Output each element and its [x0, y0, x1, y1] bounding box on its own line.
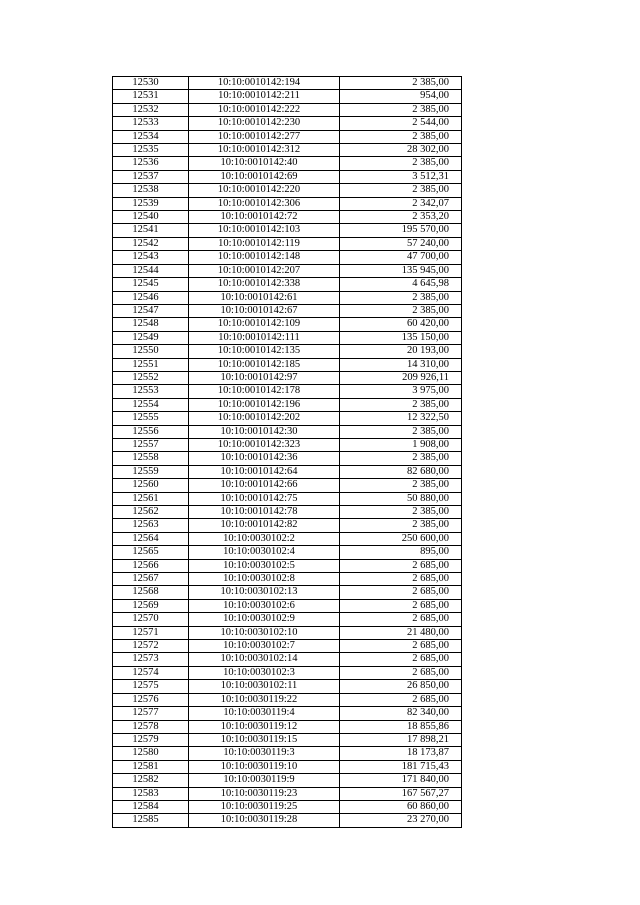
row-number-cell: 12562: [113, 506, 189, 519]
value-cell: 82 680,00: [340, 465, 462, 478]
cadastral-number-cell: 10:10:0030119:22: [189, 693, 340, 706]
table-row: [113, 573, 462, 586]
row-number-cell: 12533: [113, 117, 189, 130]
value-cell: 135 945,00: [340, 264, 462, 277]
value-cell: 2 385,00: [340, 130, 462, 143]
cadastral-number-cell: 10:10:0010142:72: [189, 211, 340, 224]
cadastral-number-cell: 10:10:0030119:15: [189, 733, 340, 746]
value-cell: 2 385,00: [340, 479, 462, 492]
row-number-cell: 12577: [113, 707, 189, 720]
value-cell: 2 385,00: [340, 304, 462, 317]
row-number-cell: 12548: [113, 318, 189, 331]
value-cell: 26 850,00: [340, 680, 462, 693]
table-row: [113, 224, 462, 237]
cadastral-number-cell: 10:10:0030119:4: [189, 707, 340, 720]
cadastral-number-cell: 10:10:0010142:40: [189, 157, 340, 170]
value-cell: 60 860,00: [340, 800, 462, 813]
cadastral-number-cell: 10:10:0010142:103: [189, 224, 340, 237]
value-cell: 3 975,00: [340, 385, 462, 398]
cadastral-number-cell: 10:10:0010142:111: [189, 331, 340, 344]
cadastral-number-cell: 10:10:0010142:323: [189, 438, 340, 451]
table-row: [113, 144, 462, 157]
cadastral-number-cell: 10:10:0010142:135: [189, 345, 340, 358]
table-row: [113, 157, 462, 170]
table-row: [113, 304, 462, 317]
row-number-cell: 12571: [113, 626, 189, 639]
row-number-cell: 12574: [113, 666, 189, 679]
table-row: [113, 291, 462, 304]
value-cell: 12 322,50: [340, 412, 462, 425]
row-number-cell: 12580: [113, 747, 189, 760]
value-cell: 2 385,00: [340, 398, 462, 411]
table-row: [113, 506, 462, 519]
table-row: [113, 492, 462, 505]
cadastral-number-cell: 10:10:0030102:5: [189, 559, 340, 572]
row-number-cell: 12552: [113, 371, 189, 384]
table-row: [113, 747, 462, 760]
value-cell: 2 385,00: [340, 184, 462, 197]
row-number-cell: 12547: [113, 304, 189, 317]
value-cell: 82 340,00: [340, 707, 462, 720]
cadastral-number-cell: 10:10:0010142:178: [189, 385, 340, 398]
cadastral-number-cell: 10:10:0010142:230: [189, 117, 340, 130]
row-number-cell: 12537: [113, 170, 189, 183]
row-number-cell: 12560: [113, 479, 189, 492]
value-cell: 2 385,00: [340, 77, 462, 90]
table-row: [113, 586, 462, 599]
table-row: [113, 814, 462, 827]
row-number-cell: 12557: [113, 438, 189, 451]
table-row: [113, 251, 462, 264]
table-body: [113, 77, 462, 828]
value-cell: 4 645,98: [340, 278, 462, 291]
table-row: [113, 787, 462, 800]
cadastral-number-cell: 10:10:0030102:6: [189, 599, 340, 612]
value-cell: 20 193,00: [340, 345, 462, 358]
row-number-cell: 12544: [113, 264, 189, 277]
cadastral-number-cell: 10:10:0010142:109: [189, 318, 340, 331]
cadastral-number-cell: 10:10:0010142:64: [189, 465, 340, 478]
row-number-cell: 12536: [113, 157, 189, 170]
table-row: [113, 345, 462, 358]
cadastral-number-cell: 10:10:0030102:9: [189, 613, 340, 626]
row-number-cell: 12583: [113, 787, 189, 800]
cadastral-number-cell: 10:10:0030102:11: [189, 680, 340, 693]
value-cell: 2 385,00: [340, 291, 462, 304]
table-row: [113, 613, 462, 626]
table-row: [113, 103, 462, 116]
row-number-cell: 12556: [113, 425, 189, 438]
row-number-cell: 12561: [113, 492, 189, 505]
table-row: [113, 331, 462, 344]
value-cell: 18 173,87: [340, 747, 462, 760]
cadastral-number-cell: 10:10:0010142:211: [189, 90, 340, 103]
value-cell: 954,00: [340, 90, 462, 103]
row-number-cell: 12534: [113, 130, 189, 143]
table-row: [113, 184, 462, 197]
value-cell: 895,00: [340, 546, 462, 559]
row-number-cell: 12532: [113, 103, 189, 116]
table-row: [113, 680, 462, 693]
table-row: [113, 599, 462, 612]
cadastral-number-cell: 10:10:0010142:196: [189, 398, 340, 411]
row-number-cell: 12558: [113, 452, 189, 465]
cadastral-number-cell: 10:10:0030102:4: [189, 546, 340, 559]
row-number-cell: 12569: [113, 599, 189, 612]
cadastral-number-cell: 10:10:0010142:338: [189, 278, 340, 291]
table-row: [113, 264, 462, 277]
value-cell: 2 385,00: [340, 506, 462, 519]
value-cell: 21 480,00: [340, 626, 462, 639]
cadastral-value-table: [112, 76, 462, 828]
row-number-cell: 12563: [113, 519, 189, 532]
value-cell: 2 385,00: [340, 425, 462, 438]
table-row: [113, 438, 462, 451]
cadastral-number-cell: 10:10:0010142:119: [189, 237, 340, 250]
row-number-cell: 12564: [113, 532, 189, 545]
value-cell: 2 353,20: [340, 211, 462, 224]
row-number-cell: 12540: [113, 211, 189, 224]
table-row: [113, 237, 462, 250]
row-number-cell: 12555: [113, 412, 189, 425]
value-cell: 60 420,00: [340, 318, 462, 331]
value-cell: 2 685,00: [340, 640, 462, 653]
row-number-cell: 12568: [113, 586, 189, 599]
value-cell: 57 240,00: [340, 237, 462, 250]
cadastral-number-cell: 10:10:0030102:8: [189, 573, 340, 586]
cadastral-number-cell: 10:10:0010142:220: [189, 184, 340, 197]
cadastral-number-cell: 10:10:0010142:82: [189, 519, 340, 532]
row-number-cell: 12559: [113, 465, 189, 478]
value-cell: 50 880,00: [340, 492, 462, 505]
cadastral-number-cell: 10:10:0010142:36: [189, 452, 340, 465]
table-row: [113, 532, 462, 545]
row-number-cell: 12579: [113, 733, 189, 746]
row-number-cell: 12585: [113, 814, 189, 827]
cadastral-number-cell: 10:10:0010142:61: [189, 291, 340, 304]
table-row: [113, 546, 462, 559]
row-number-cell: 12581: [113, 760, 189, 773]
table-row: [113, 626, 462, 639]
value-cell: 2 685,00: [340, 586, 462, 599]
row-number-cell: 12545: [113, 278, 189, 291]
row-number-cell: 12553: [113, 385, 189, 398]
table-row: [113, 452, 462, 465]
value-cell: 17 898,21: [340, 733, 462, 746]
table-row: [113, 211, 462, 224]
table-row: [113, 358, 462, 371]
row-number-cell: 12582: [113, 774, 189, 787]
row-number-cell: 12578: [113, 720, 189, 733]
cadastral-number-cell: 10:10:0030119:10: [189, 760, 340, 773]
value-cell: 171 840,00: [340, 774, 462, 787]
row-number-cell: 12575: [113, 680, 189, 693]
table-row: [113, 465, 462, 478]
value-cell: 18 855,86: [340, 720, 462, 733]
cadastral-number-cell: 10:10:0010142:30: [189, 425, 340, 438]
cadastral-number-cell: 10:10:0030102:10: [189, 626, 340, 639]
table-row: [113, 733, 462, 746]
row-number-cell: 12530: [113, 77, 189, 90]
cadastral-number-cell: 10:10:0030102:7: [189, 640, 340, 653]
row-number-cell: 12584: [113, 800, 189, 813]
value-cell: 2 685,00: [340, 559, 462, 572]
value-cell: 1 908,00: [340, 438, 462, 451]
cadastral-number-cell: 10:10:0030119:28: [189, 814, 340, 827]
cadastral-number-cell: 10:10:0030119:9: [189, 774, 340, 787]
row-number-cell: 12576: [113, 693, 189, 706]
table-row: [113, 425, 462, 438]
table-row: [113, 519, 462, 532]
row-number-cell: 12538: [113, 184, 189, 197]
row-number-cell: 12566: [113, 559, 189, 572]
row-number-cell: 12531: [113, 90, 189, 103]
value-cell: 195 570,00: [340, 224, 462, 237]
value-cell: 209 926,11: [340, 371, 462, 384]
cadastral-number-cell: 10:10:0010142:222: [189, 103, 340, 116]
table-row: [113, 117, 462, 130]
value-cell: 2 685,00: [340, 693, 462, 706]
value-cell: 3 512,31: [340, 170, 462, 183]
value-cell: 2 685,00: [340, 599, 462, 612]
cadastral-number-cell: 10:10:0010142:66: [189, 479, 340, 492]
value-cell: 2 385,00: [340, 452, 462, 465]
value-cell: 167 567,27: [340, 787, 462, 800]
value-cell: 23 270,00: [340, 814, 462, 827]
table-row: [113, 559, 462, 572]
row-number-cell: 12550: [113, 345, 189, 358]
table-row: [113, 666, 462, 679]
value-cell: 14 310,00: [340, 358, 462, 371]
cadastral-number-cell: 10:10:0010142:75: [189, 492, 340, 505]
row-number-cell: 12573: [113, 653, 189, 666]
cadastral-number-cell: 10:10:0010142:312: [189, 144, 340, 157]
cadastral-number-cell: 10:10:0030119:3: [189, 747, 340, 760]
table-row: [113, 693, 462, 706]
cadastral-number-cell: 10:10:0030102:3: [189, 666, 340, 679]
value-cell: 47 700,00: [340, 251, 462, 264]
cadastral-number-cell: 10:10:0010142:207: [189, 264, 340, 277]
cadastral-number-cell: 10:10:0010142:185: [189, 358, 340, 371]
table-row: [113, 278, 462, 291]
value-cell: 28 302,00: [340, 144, 462, 157]
row-number-cell: 12554: [113, 398, 189, 411]
row-number-cell: 12543: [113, 251, 189, 264]
value-cell: 2 544,00: [340, 117, 462, 130]
cadastral-number-cell: 10:10:0010142:97: [189, 371, 340, 384]
value-cell: 250 600,00: [340, 532, 462, 545]
table-row: [113, 318, 462, 331]
table-row: [113, 90, 462, 103]
value-cell: 2 385,00: [340, 519, 462, 532]
row-number-cell: 12565: [113, 546, 189, 559]
cadastral-number-cell: 10:10:0030102:2: [189, 532, 340, 545]
row-number-cell: 12549: [113, 331, 189, 344]
table-row: [113, 653, 462, 666]
value-cell: 2 385,00: [340, 103, 462, 116]
row-number-cell: 12539: [113, 197, 189, 210]
cadastral-number-cell: 10:10:0030102:14: [189, 653, 340, 666]
value-cell: 2 685,00: [340, 653, 462, 666]
row-number-cell: 12541: [113, 224, 189, 237]
table-row: [113, 170, 462, 183]
value-cell: 2 685,00: [340, 613, 462, 626]
table-row: [113, 800, 462, 813]
table-row: [113, 398, 462, 411]
table-row: [113, 77, 462, 90]
cadastral-number-cell: 10:10:0010142:69: [189, 170, 340, 183]
cadastral-number-cell: 10:10:0010142:78: [189, 506, 340, 519]
cadastral-number-cell: 10:10:0010142:194: [189, 77, 340, 90]
cadastral-number-cell: 10:10:0030119:12: [189, 720, 340, 733]
value-cell: 135 150,00: [340, 331, 462, 344]
value-cell: 2 685,00: [340, 573, 462, 586]
cadastral-number-cell: 10:10:0010142:148: [189, 251, 340, 264]
cadastral-number-cell: 10:10:0010142:306: [189, 197, 340, 210]
table-row: [113, 412, 462, 425]
value-cell: 2 385,00: [340, 157, 462, 170]
row-number-cell: 12570: [113, 613, 189, 626]
table-row: [113, 385, 462, 398]
value-cell: 181 715,43: [340, 760, 462, 773]
value-cell: 2 342,07: [340, 197, 462, 210]
table-row: [113, 774, 462, 787]
row-number-cell: 12535: [113, 144, 189, 157]
cadastral-number-cell: 10:10:0010142:202: [189, 412, 340, 425]
table-row: [113, 707, 462, 720]
cadastral-number-cell: 10:10:0010142:277: [189, 130, 340, 143]
row-number-cell: 12542: [113, 237, 189, 250]
cadastral-number-cell: 10:10:0030102:13: [189, 586, 340, 599]
table-row: [113, 760, 462, 773]
table-row: [113, 130, 462, 143]
cadastral-number-cell: 10:10:0030119:25: [189, 800, 340, 813]
cadastral-number-cell: 10:10:0010142:67: [189, 304, 340, 317]
row-number-cell: 12551: [113, 358, 189, 371]
value-cell: 2 685,00: [340, 666, 462, 679]
table-row: [113, 479, 462, 492]
cadastral-number-cell: 10:10:0030119:23: [189, 787, 340, 800]
table-row: [113, 197, 462, 210]
table-row: [113, 720, 462, 733]
row-number-cell: 12567: [113, 573, 189, 586]
table-row: [113, 371, 462, 384]
row-number-cell: 12572: [113, 640, 189, 653]
table-row: [113, 640, 462, 653]
row-number-cell: 12546: [113, 291, 189, 304]
